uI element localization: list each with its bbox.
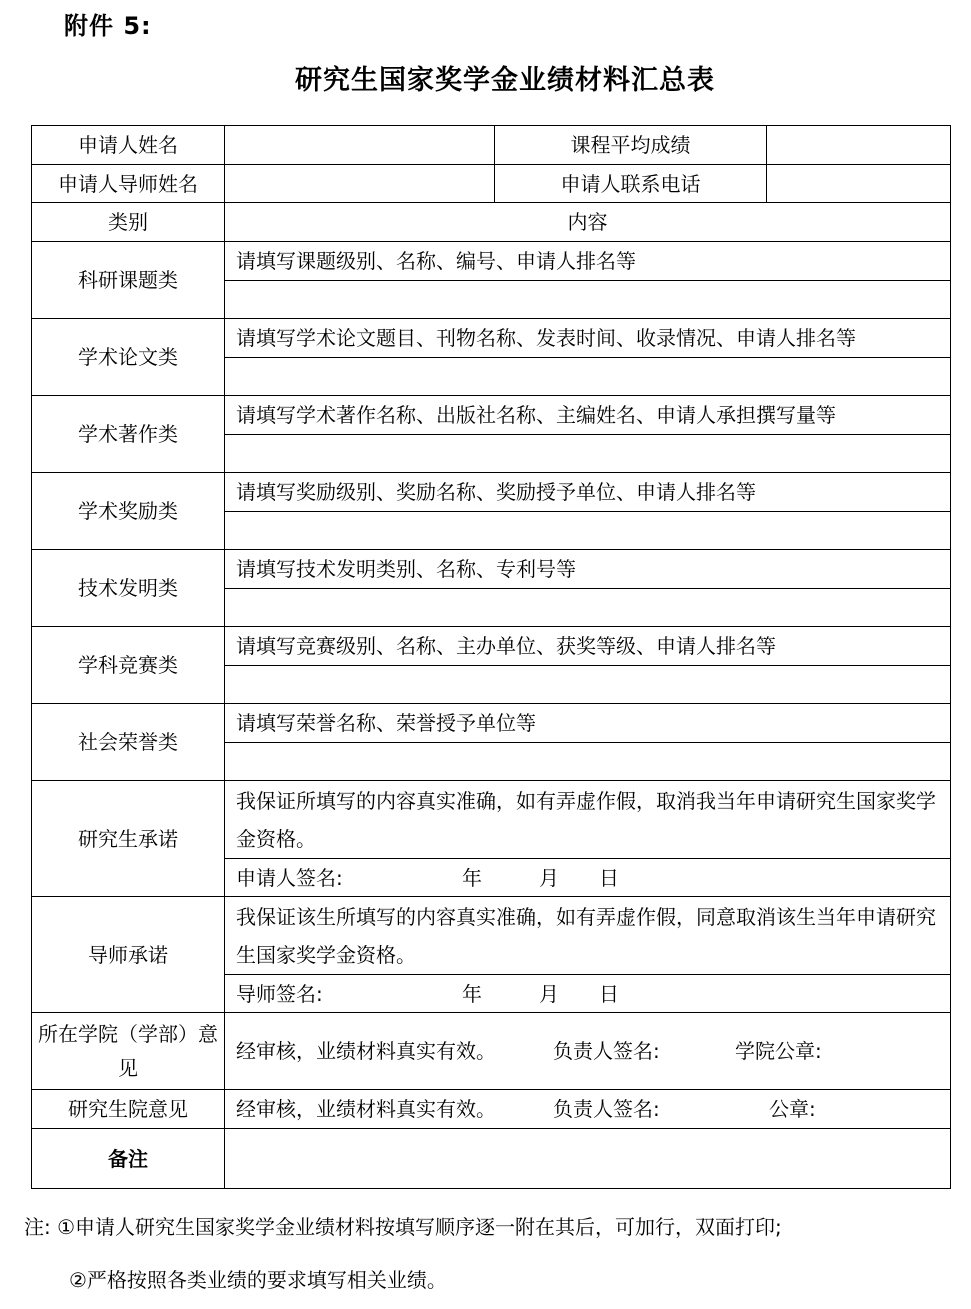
student-signature-row[interactable]	[225, 859, 951, 897]
content-academic-book-field[interactable]	[225, 435, 951, 473]
hint-competition: 请填写竞赛级别、名称、主办单位、获奖等级、申请人排名等	[225, 627, 951, 666]
advisor-name-label: 申请人导师姓名	[32, 165, 225, 203]
college-sign-label: 负责人签名:	[553, 1039, 660, 1063]
advisor-sign-day: 日	[599, 981, 619, 1006]
phone-field[interactable]	[767, 165, 951, 203]
category-competition: 学科竞赛类	[32, 627, 225, 704]
achievement-summary-table	[31, 125, 951, 1189]
category-tech-invention: 技术发明类	[32, 550, 225, 627]
content-social-honor-field[interactable]	[225, 743, 951, 781]
category-header: 类别	[32, 203, 225, 242]
student-pledge-label: 研究生承诺	[32, 781, 225, 897]
advisor-signature-row[interactable]	[225, 975, 951, 1013]
college-opinion-row[interactable]	[225, 1013, 951, 1090]
hint-tech-invention: 请填写技术发明类别、名称、专利号等	[225, 550, 951, 589]
college-seal-label: 学院公章:	[735, 1039, 822, 1063]
remarks-label: 备注	[32, 1129, 225, 1189]
category-social-honor: 社会荣誉类	[32, 704, 225, 781]
hint-academic-paper: 请填写学术论文题目、刊物名称、发表时间、收录情况、申请人排名等	[225, 319, 951, 358]
avg-score-label: 课程平均成绩	[495, 126, 767, 165]
advisor-name-field[interactable]	[225, 165, 495, 203]
advisor-pledge-text: 我保证该生所填写的内容真实准确，如有弄虚作假，同意取消该生当年申请研究生国家奖学金资格。	[225, 897, 951, 975]
college-opinion-label: 所在学院（学部）意见	[32, 1013, 225, 1090]
student-sign-year: 年	[462, 865, 482, 890]
content-header: 内容	[225, 203, 951, 242]
hint-research-project: 请填写课题级别、名称、编号、申请人排名等	[225, 242, 951, 281]
applicant-name-label: 申请人姓名	[32, 126, 225, 165]
content-academic-paper-field[interactable]	[225, 358, 951, 396]
remarks-field[interactable]	[225, 1129, 951, 1189]
category-research-project: 科研课题类	[32, 242, 225, 319]
advisor-sign-label: 导师签名:	[236, 981, 323, 1006]
attachment-label: 附件 5:	[64, 12, 152, 40]
grad-school-opinion-label: 研究生院意见	[32, 1090, 225, 1129]
student-sign-day: 日	[599, 865, 619, 890]
grad-school-sign-label: 负责人签名:	[553, 1097, 660, 1121]
page-title: 研究生国家奖学金业绩材料汇总表	[295, 65, 715, 96]
note-line-2: ②严格按照各类业绩的要求填写相关业绩。	[69, 1268, 447, 1292]
student-sign-month: 月	[539, 865, 559, 890]
hint-academic-award: 请填写奖励级别、奖励名称、奖励授予单位、申请人排名等	[225, 473, 951, 512]
content-tech-invention-field[interactable]	[225, 589, 951, 627]
college-verified-text: 经审核，业绩材料真实有效。	[236, 1039, 496, 1063]
applicant-name-field[interactable]	[225, 126, 495, 165]
student-sign-label: 申请人签名:	[236, 865, 343, 890]
student-pledge-text: 我保证所填写的内容真实准确，如有弄虚作假，取消我当年申请研究生国家奖学金资格。	[225, 781, 951, 859]
advisor-sign-month: 月	[539, 981, 559, 1006]
note-line-1: 注: ①申请人研究生国家奖学金业绩材料按填写顺序逐一附在其后，可加行，双面打印;	[24, 1215, 782, 1239]
advisor-sign-year: 年	[462, 981, 482, 1006]
grad-school-verified-text: 经审核，业绩材料真实有效。	[236, 1097, 496, 1121]
avg-score-field[interactable]	[767, 126, 951, 165]
category-academic-paper: 学术论文类	[32, 319, 225, 396]
phone-label: 申请人联系电话	[495, 165, 767, 203]
grad-school-seal-label: 公章:	[769, 1097, 816, 1121]
hint-social-honor: 请填写荣誉名称、荣誉授予单位等	[225, 704, 951, 743]
content-research-project-field[interactable]	[225, 281, 951, 319]
advisor-pledge-label: 导师承诺	[32, 897, 225, 1013]
hint-academic-book: 请填写学术著作名称、出版社名称、主编姓名、申请人承担撰写量等	[225, 396, 951, 435]
content-academic-award-field[interactable]	[225, 512, 951, 550]
grad-school-opinion-row[interactable]	[225, 1090, 951, 1129]
category-academic-award: 学术奖励类	[32, 473, 225, 550]
content-competition-field[interactable]	[225, 666, 951, 704]
category-academic-book: 学术著作类	[32, 396, 225, 473]
